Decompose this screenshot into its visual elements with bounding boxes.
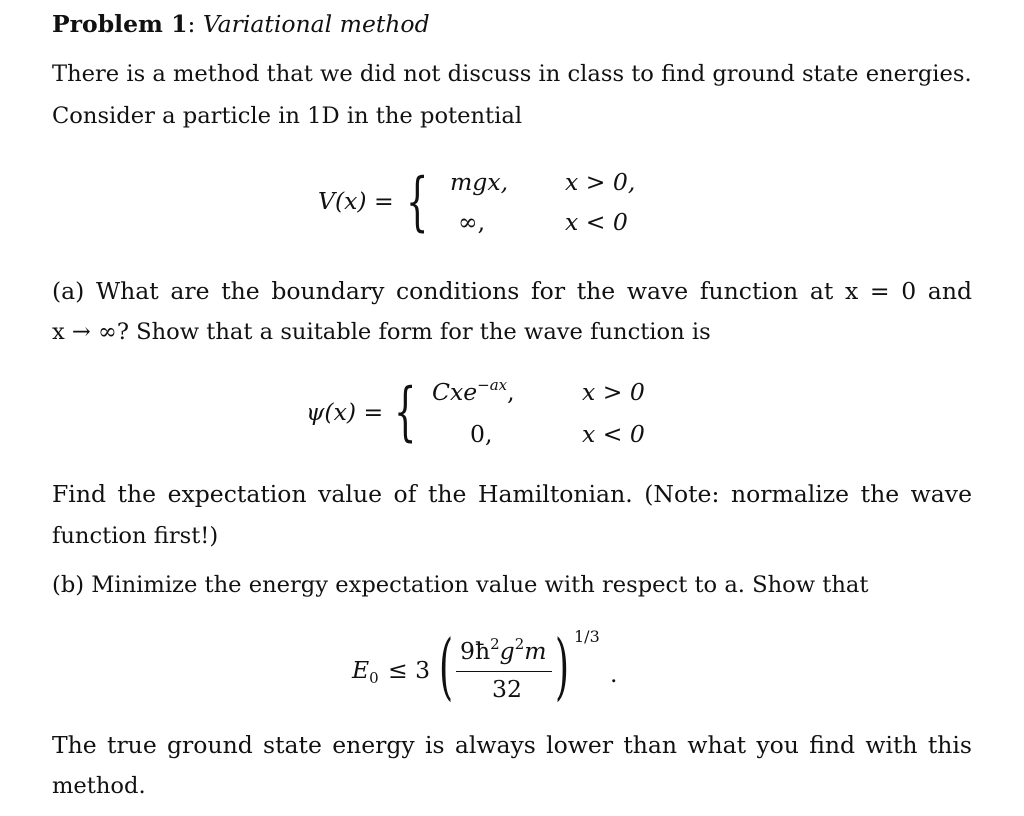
part-a-line-1: (a) What are the boundary conditions for the wave function at x = 0 and [52,277,972,305]
energy-numerator [460,637,547,665]
wavefunction-case1-exponent: −ax [477,376,508,394]
find-line-2: function first!) [52,523,219,549]
problem-title [52,10,430,38]
intro-line-2: Consider a particle in 1D in the potential [52,103,523,129]
find-line-1: Find the expectation value of the Hamiltonian. (Note: normalize the wave [52,480,972,508]
wavefunction-case2-cond: x < 0 [582,420,645,448]
part-b-line-1: (b) Minimize the energy expectation value with respect to a. Show that [52,572,869,598]
problem-label: Problem 1 [52,10,188,38]
wavefunction-case2-expr: 0, [470,420,493,448]
potential-brace: { [406,165,429,239]
energy-lhs-subscript: 0 [369,669,379,687]
energy-num-g-exp: 2 [514,635,525,653]
potential-case1-cond: x > 0, [565,168,636,196]
wavefunction-case1-expr [432,378,515,406]
intro-line-1: There is a method that we did not discuss in class to find ground state energies. [52,61,972,87]
potential-lhs: V(x) = [318,187,394,215]
wavefunction-case1-base: Cxe [432,378,478,406]
energy-fraction-bar [456,671,552,672]
energy-period: . [610,660,618,688]
wavefunction-case1-comma: , [507,378,515,406]
energy-num-m: m [524,637,547,665]
potential-case2-expr: ∞, [458,208,486,236]
potential-case1-expr: mgx, [450,168,509,196]
potential-case2-cond: x < 0 [565,208,628,236]
energy-left-paren: ( [439,624,454,708]
part-a-line-2: x → ∞? Show that a suitable form for the wave function is [52,319,711,345]
wavefunction-case1-cond: x > 0 [582,378,645,406]
energy-num-hbar-exp: 2 [490,635,500,653]
problem-topic: Variational method [202,10,430,38]
energy-lhs [352,656,379,687]
energy-num-9hbar: 9ħ [460,637,491,665]
energy-power: 1/3 [574,627,600,646]
wavefunction-lhs: ψ(x) = [306,398,384,426]
energy-right-paren: ) [555,624,570,708]
energy-relation: ≤ 3 [388,656,431,684]
problem-colon: : [187,10,196,38]
energy-lhs-symbol: E [352,656,370,684]
energy-num-g: g [499,637,515,665]
energy-denominator: 32 [492,675,522,703]
conclusion-line-1: The true ground state energy is always lower than what you find with this [52,731,972,759]
wavefunction-brace: { [394,375,417,449]
conclusion-line-2: method. [52,773,146,799]
